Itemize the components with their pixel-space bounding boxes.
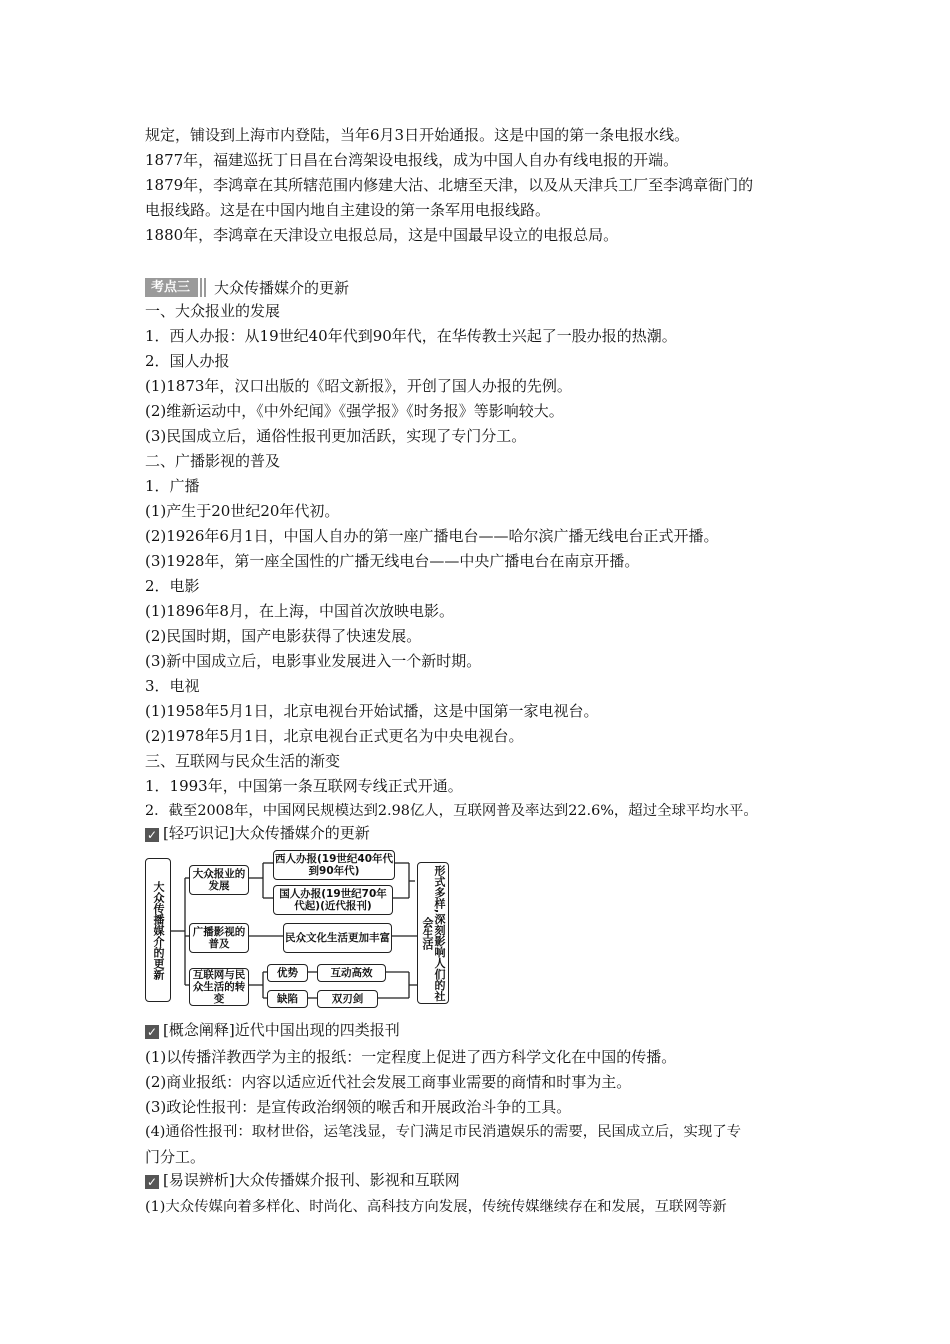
paragraph-line: (1)大众传媒向着多样化、时尚化、高科技方向发展，传统传媒继续存在和发展，互联网等新 [145, 1199, 727, 1215]
diagram-box-advantage: 优势 [267, 964, 308, 982]
paragraph-line: (1)1873年，汉口出版的《昭文新报》，开创了国人办报的先例。 [145, 377, 572, 395]
paragraph-line: (1)产生于20世纪20年代初。 [145, 502, 340, 520]
check-icon: ✓ [146, 1175, 158, 1189]
paragraph-line: (2)1978年5月1日，北京电视台正式更名为中央电视台。 [145, 727, 524, 745]
paragraph-line: 1．西人办报：从19世纪40年代到90年代，在华传教士兴起了一股办报的热潮。 [145, 327, 677, 345]
paragraph-line: 规定，铺设到上海市内登陆，当年6月3日开始通报。这是中国的第一条电报水线。 [145, 126, 690, 144]
diagram-box-double-edge: 双刃剑 [317, 990, 378, 1008]
check-icon: ✓ [146, 1025, 158, 1039]
paragraph-line: 电报线路。这是在中国内地自主建设的第一条军用电报线路。 [145, 201, 551, 219]
memo-heading-text: [轻巧识记]大众传播媒介的更新 [163, 824, 370, 842]
paragraph-line: (2)民国时期，国产电影获得了快速发展。 [145, 627, 422, 645]
paragraph-line: 1．1993年，中国第一条互联网专线正式开通。 [145, 777, 463, 795]
heading-line: 一、大众报业的发展 [145, 302, 281, 320]
diagram-box-broadcast: 广播影视的普及 [189, 923, 249, 953]
diagram-result-box: 形式多样,深刻影响人们的社会生活 [417, 862, 449, 1004]
paragraph-line: 门分工。 [145, 1148, 206, 1166]
paragraph-line: (2)1926年6月1日，中国人自办的第一座广播电台——哈尔滨广播无线电台正式开播。 [145, 527, 719, 545]
diagram-box-western-press: 西人办报(19世纪40年代到90年代) [273, 850, 395, 880]
paragraph-line: 2．电影 [145, 577, 200, 595]
paragraph-line: 1879年，李鸿章在其所辖范围内修建大沽、北塘至天津，以及从天津兵工厂至李鸿章衙门的 [145, 176, 754, 194]
paragraph-line: (2)维新运动中，《中外纪闻》《强学报》《时务报》等影响较大。 [145, 402, 564, 420]
paragraph-line: (3)政论性报刊：是宣传政治纲领的喉舌和开展政治斗争的工具。 [145, 1098, 572, 1116]
error-heading-text: [易误辨析]大众传播媒介报刊、影视和互联网 [163, 1171, 460, 1189]
section-header [145, 277, 349, 297]
paragraph-line: (1)以传播洋教西学为主的报纸：一定程度上促进了西方科学文化在中国的传播。 [145, 1048, 677, 1066]
concept-heading-text: [概念阐释]近代中国出现的四类报刊 [163, 1021, 400, 1039]
concept-diagram [145, 848, 455, 1010]
heading-line: 三、互联网与民众生活的渐变 [145, 752, 341, 770]
paragraph-line: (1)1896年8月，在上海，中国首次放映电影。 [145, 602, 454, 620]
paragraph-line: 1877年，福建巡抚丁日昌在台湾架设电报线，成为中国人自办有线电报的开端。 [145, 151, 679, 169]
paragraph-line: 2．截至2008年，中国网民规模达到2.98亿人，互联网普及率达到22.6%，超过全球平均水平。 [145, 803, 758, 819]
paragraph-line: (3)民国成立后，通俗性报刊更加活跃，实现了专门分工。 [145, 427, 527, 445]
diagram-box-chinese-press: 国人办报(19世纪70年代起)(近代报刊) [273, 885, 393, 915]
diagram-box-internet: 互联网与民众生活的转变 [189, 968, 249, 1006]
diagram-box-interaction: 互动高效 [317, 964, 386, 982]
heading-line: 二、广播影视的普及 [145, 452, 281, 470]
paragraph-line: 1．广播 [145, 477, 200, 495]
paragraph-line: (2)商业报纸：内容以适应近代社会发展工商事业需要的商情和时事为主。 [145, 1073, 632, 1091]
section-title: 大众传播媒介的更新 [214, 278, 350, 297]
paragraph-line: (3)新中国成立后，电影事业发展进入一个新时期。 [145, 652, 482, 670]
diagram-box-culture: 民众文化生活更加丰富 [283, 923, 392, 953]
diagram-box-newspaper: 大众报业的发展 [189, 865, 249, 895]
concept-heading [145, 1020, 400, 1040]
paragraph-line: (1)1958年5月1日，北京电视台开始试播，这是中国第一家电视台。 [145, 702, 599, 720]
diagram-root-box: 大众传播媒介的更新 [145, 858, 171, 1002]
check-icon: ✓ [146, 828, 158, 842]
error-heading [145, 1170, 460, 1190]
diagram-box-defect: 缺陷 [267, 990, 308, 1008]
memo-heading [145, 823, 370, 843]
badge-stripes [196, 278, 206, 297]
paragraph-line: 3．电视 [145, 677, 200, 695]
paragraph-line: 2．国人办报 [145, 352, 230, 370]
paragraph-line: (3)1928年，第一座全国性的广播无线电台——中央广播电台在南京开播。 [145, 552, 640, 570]
paragraph-line: 1880年，李鸿章在天津设立电报总局，这是中国最早设立的电报总局。 [145, 226, 619, 244]
section-badge: 考点三 [145, 278, 196, 297]
paragraph-line: (4)通俗性报刊：取材世俗，运笔浅显，专门满足市民消遣娱乐的需要，民国成立后，实现了专 [145, 1124, 742, 1140]
